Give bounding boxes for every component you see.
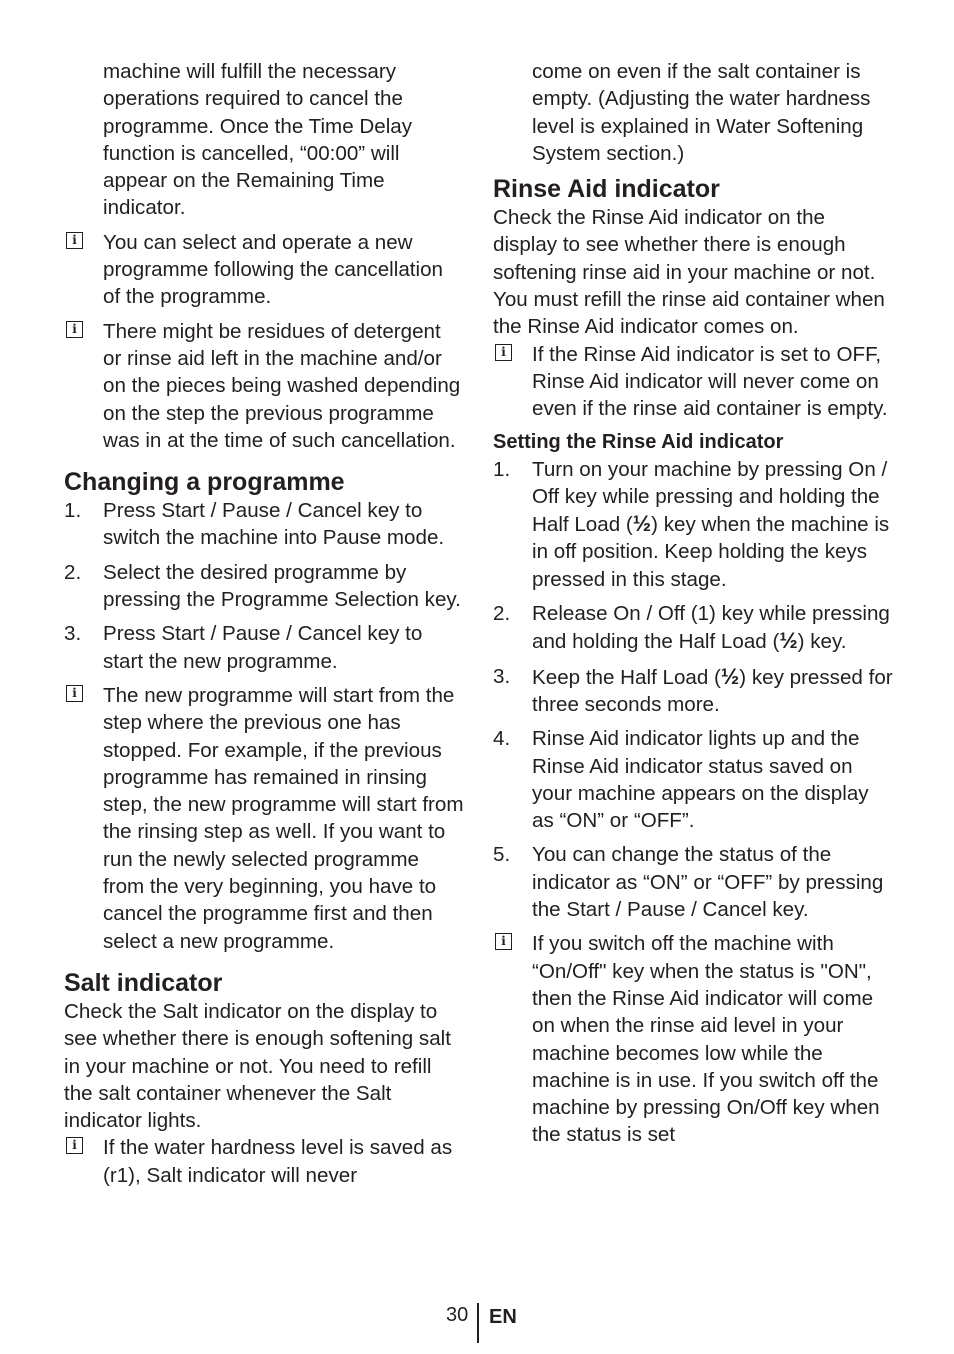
note-text: If the water hardness level is saved as (r1), Salt indicator will never — [103, 1136, 453, 1187]
half-load-symbol: ½ — [632, 511, 652, 537]
half-load-symbol: ½ — [720, 663, 740, 689]
intro-paragraph: machine will fulfill the necessary operations required to cancel the programme. Once the Time Delay function is cancelled, “00:00” will appear on the Remaining Time indicator. — [103, 60, 413, 220]
language-label: EN — [489, 1306, 517, 1328]
salt-body: Check the Salt indicator on the display to see whether there is enough softening salt in your machine or not. You need to refill the salt container whenever the Salt indicator lights. — [64, 999, 451, 1133]
setting-rinse-aid-heading: Setting the Rinse Aid indicator — [493, 430, 784, 453]
info-icon: i — [66, 685, 83, 702]
note-item — [64, 229, 464, 311]
note-item — [64, 318, 464, 454]
rinse-aid-body: Check the Rinse Aid indicator on the display to see whether there is enough softening rinse aid in your machine or not. You must refill the rinse aid container when the Rinse Aid indicator comes on. — [493, 206, 885, 339]
list-item: 4. Rinse Aid indicator lights up and the Rinse Aid indicator status saved on your machine appears on the display as “ON” or “OFF”. — [493, 727, 869, 833]
note-item — [64, 1134, 464, 1189]
page-number: 30 — [446, 1304, 469, 1326]
continued-paragraph: come on even if the salt container is empty. (Adjusting the water hardness level is explained in Water Softening System section.) — [532, 60, 871, 165]
left-column — [64, 58, 464, 1189]
note-text: There might be residues of detergent or rinse aid left in the machine and/or on the pieces being washed depending on the step the previous programme was in at the time of such cancellation. — [103, 319, 461, 452]
info-icon: i — [495, 344, 512, 361]
list-item: 2. Select the desired programme by pressing the Programme Selection key. — [64, 560, 461, 612]
info-icon: i — [66, 1137, 83, 1154]
info-icon: i — [66, 232, 83, 249]
list-item: 2. Release On / Off (1) key while pressing and holding the Half Load (½) key. — [493, 602, 890, 654]
list-item: 3. Press Start / Pause / Cancel key to start the new programme. — [64, 622, 423, 673]
note-text: The new programme will start from the step where the previous one has stopped. For example, if the previous programme has remained in rinsing step, the new programme will start from the rinsing step as well. If you want to run the newly selected programme from the very beginning, you have to cancel the programme first and then select a new programme. — [103, 683, 464, 953]
note-text: If you switch off the machine with “On/Off" key when the status is "ON", then the Rinse Aid indicator will come on when the rinse aid level in your machine becomes low while the machine is in use. If you switch off the machine by pressing On/Off key when the status is set — [532, 932, 880, 1147]
salt-indicator-heading: Salt indicator — [64, 968, 223, 997]
setting-steps-list — [493, 456, 893, 924]
note-item — [64, 682, 464, 955]
note-text: If the Rinse Aid indicator is set to OFF, Rinse Aid indicator will never come on even if the rinse aid container is empty. — [532, 342, 888, 421]
info-icon: i — [66, 321, 83, 338]
half-load-symbol: ½ — [779, 628, 798, 654]
note-text: You can select and operate a new programme following the cancellation of the programme. — [103, 230, 443, 309]
list-item: 1. Press Start / Pause / Cancel key to switch the machine into Pause mode. — [64, 499, 445, 550]
note-item — [493, 341, 893, 423]
right-column — [493, 58, 893, 1149]
rinse-aid-heading: Rinse Aid indicator — [493, 175, 720, 204]
info-icon: i — [495, 933, 512, 950]
note-item — [493, 930, 893, 1148]
list-item: 1. Turn on your machine by pressing On / Off key while pressing and holding the Half Load (½) key when the machine is in off position. Keep holding the keys pressed in this stage. — [493, 457, 890, 591]
footer-divider — [477, 1303, 479, 1343]
list-item: 5. You can change the status of the indicator as “ON” or “OFF” by pressing the Start / Pause / Cancel key. — [493, 843, 884, 922]
changing-steps-list — [64, 497, 464, 675]
list-item: 3. Keep the Half Load (½) key pressed for three seconds more. — [493, 663, 893, 716]
changing-programme-heading: Changing a programme — [64, 468, 345, 497]
